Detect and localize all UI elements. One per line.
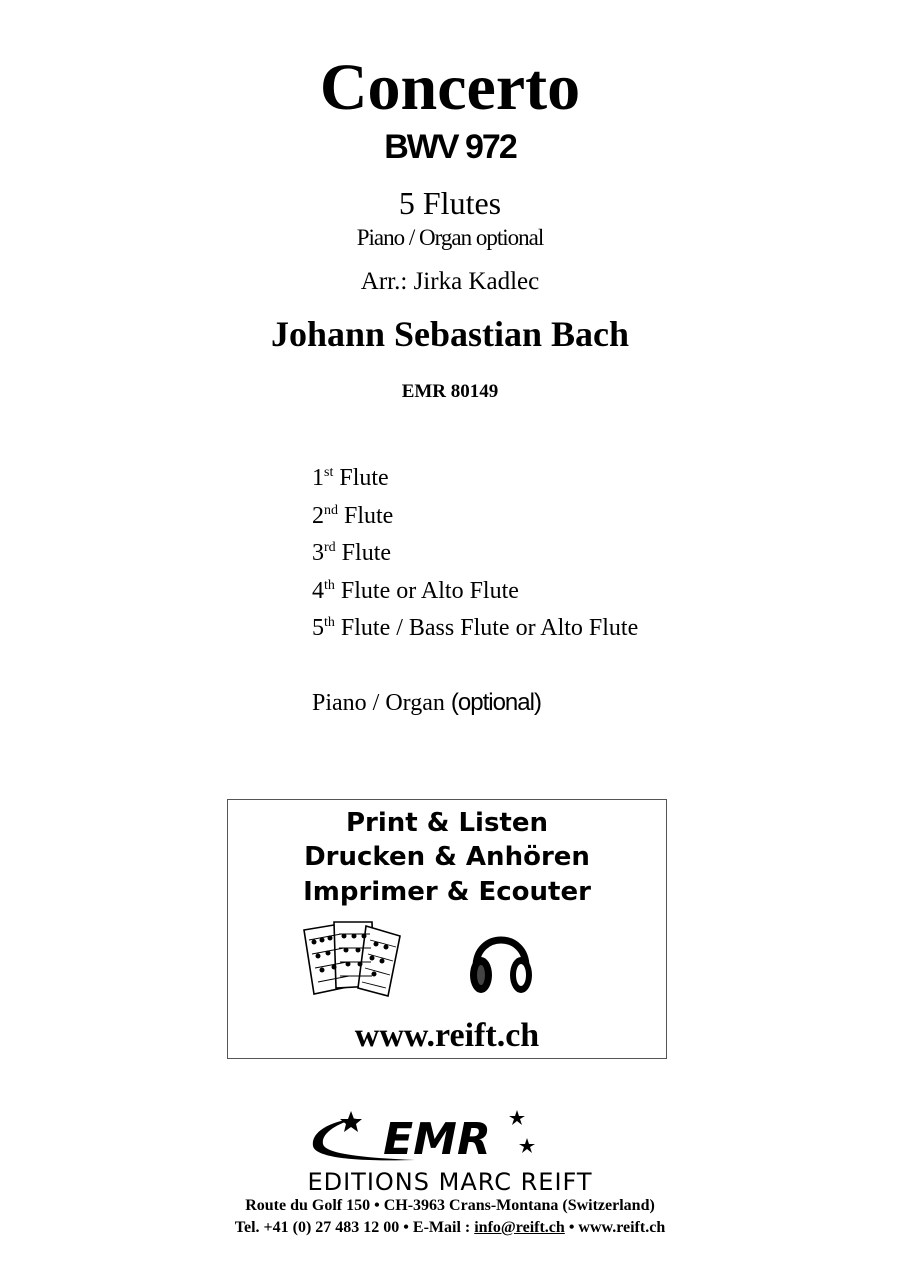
print-listen-box [227, 799, 667, 1059]
instrumentation: 5 Flutes [398, 185, 502, 221]
emr-logo-text: EMR [383, 1114, 491, 1165]
part-item: 3rd Flute [312, 540, 392, 567]
email-link[interactable]: info@reift.ch [474, 1219, 565, 1236]
sheet-music-icon [300, 920, 408, 998]
part-item: 5th Flute / Bass Flute or Alto Flute [312, 615, 639, 642]
promo-line: Print & Listen [345, 808, 549, 838]
parts-list [312, 460, 638, 648]
promo-line: Drucken & Anhören [304, 842, 590, 872]
publisher-name: EDITIONS MARC REIFT [307, 1168, 593, 1196]
promo-line: Imprimer & Ecouter [303, 877, 591, 907]
part-item: 2nd Flute [312, 502, 394, 529]
headphones-icon [466, 923, 536, 997]
accompaniment: Piano / Organ optional [356, 225, 544, 250]
score-title: Concerto [319, 51, 581, 124]
edition-number: EMR 80149 [401, 381, 499, 402]
website-link[interactable]: www.reift.ch [354, 1017, 540, 1054]
publisher-address: Route du Golf 150 • CH-3963 Crans-Montana (Switzerland) [245, 1197, 655, 1214]
optional-part: Piano / Organ (optional) [312, 689, 541, 716]
composer: Johann Sebastian Bach [270, 314, 630, 354]
publisher-contact: Tel. +41 (0) 27 483 12 00 • E-Mail : info@reift.ch • www.reift.ch [234, 1219, 666, 1236]
emr-logo [305, 1108, 555, 1166]
part-item: 1st Flute [312, 465, 389, 491]
part-item: 4th Flute or Alto Flute [312, 577, 519, 604]
catalogue-number: BWV 972 [384, 128, 516, 166]
web-link[interactable]: • www.reift.ch [564, 1219, 666, 1236]
arranger: Arr.: Jirka Kadlec [360, 268, 540, 295]
